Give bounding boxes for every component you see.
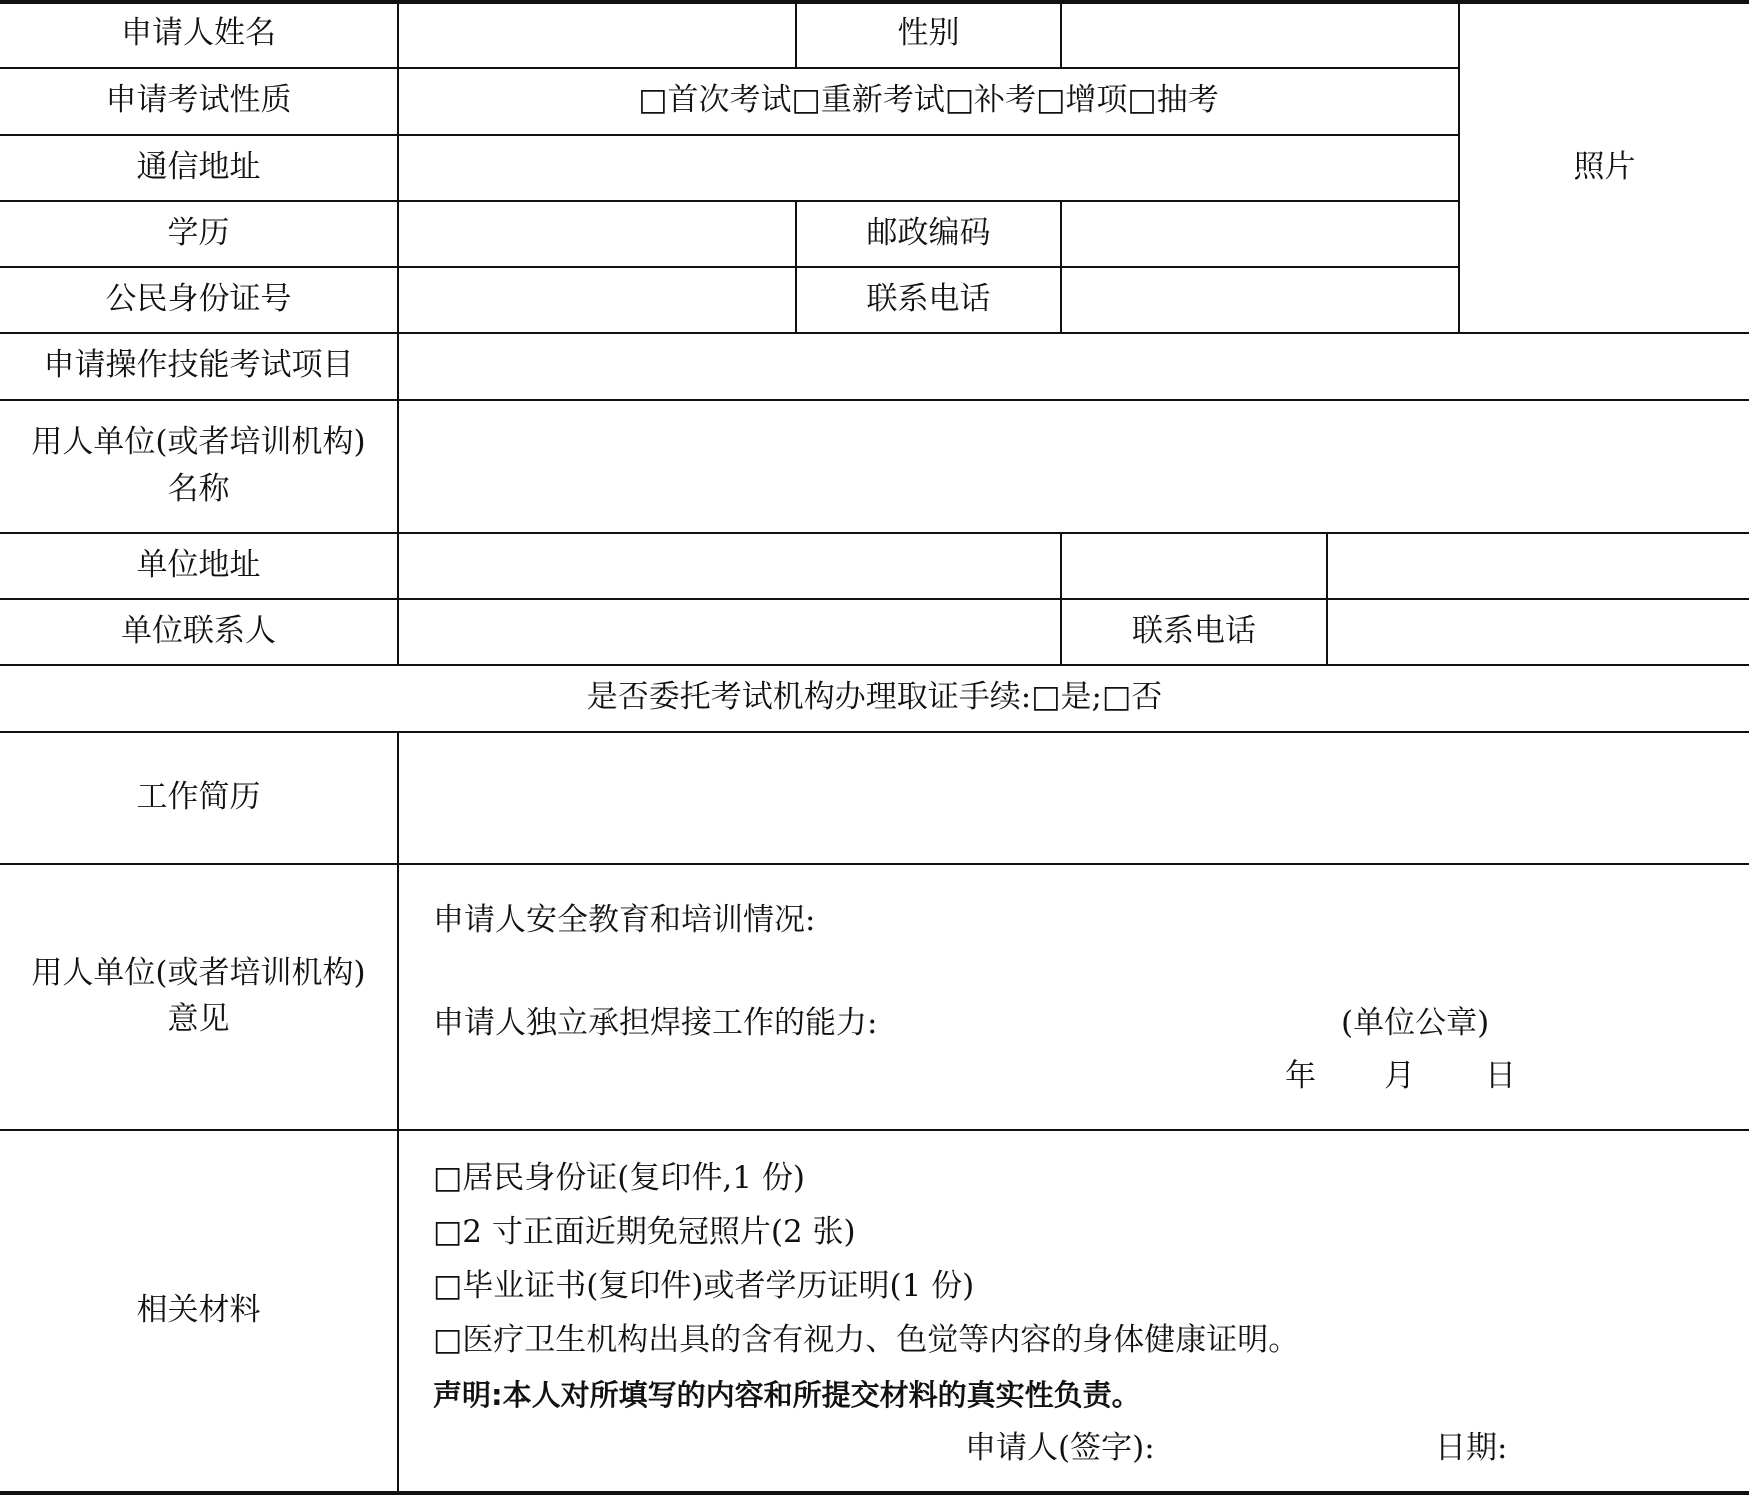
table-bottom-border [0, 1491, 1749, 1495]
education-label: 学历 [167, 214, 230, 251]
gender-label: 性别 [897, 15, 960, 52]
training-text: 申请人安全教育和培训情况: [433, 902, 816, 938]
delegate-question[interactable]: 是否委托考试机构办理取证手续:□是;□否 [586, 679, 1163, 716]
date-year: 年 [1285, 1058, 1316, 1094]
photo-label: 照片 [1573, 148, 1636, 185]
materials-label: 相关材料 [136, 1291, 261, 1328]
opinion-label-line2: 意见 [167, 1001, 230, 1037]
postcode-label: 邮政编码 [866, 214, 991, 251]
opinion-label [0, 863, 397, 1129]
declaration-text: 声明:本人对所填写的内容和所提交材料的真实性负责。 [433, 1378, 1141, 1412]
work-history-field[interactable] [399, 733, 1749, 863]
opinion-label-line1: 用人单位(或者培训机构) [31, 954, 366, 991]
id-number-label: 公民身份证号 [105, 280, 292, 317]
employer-address-blank-label [1062, 534, 1326, 598]
work-history-label: 工作简历 [136, 778, 261, 815]
material-item-health-cert[interactable]: □医疗卫生机构出具的含有视力、色觉等内容的身体健康证明。 [433, 1322, 1300, 1358]
employer-name-label-line1: 用人单位(或者培训机构) [31, 424, 366, 460]
employer-contact-field[interactable] [399, 600, 1060, 664]
employer-phone-field[interactable] [1328, 600, 1749, 664]
date-day: 日 [1485, 1058, 1516, 1094]
employer-name-field[interactable] [399, 401, 1749, 532]
postcode-field[interactable] [1062, 202, 1458, 266]
exam-type-options[interactable]: □首次考试□重新考试□补考□增项□抽考 [638, 82, 1219, 119]
employer-name-label-line2: 名称 [167, 470, 230, 507]
address-field[interactable] [399, 136, 1458, 200]
id-number-field[interactable] [399, 268, 795, 332]
employer-contact-label: 单位联系人 [121, 612, 276, 649]
seal-text: (单位公章) [1341, 1005, 1490, 1041]
employer-address-label: 单位地址 [136, 546, 261, 583]
employer-phone-label: 联系电话 [1132, 612, 1256, 649]
employer-address-extra-field[interactable] [1328, 534, 1749, 598]
skill-item-label: 申请操作技能考试项目 [43, 347, 354, 384]
address-label: 通信地址 [136, 148, 261, 185]
opinion-area[interactable] [399, 865, 1749, 1129]
employer-address-field[interactable] [399, 534, 1060, 598]
material-item-photo[interactable]: □2 寸正面近期免冠照片(2 张) [433, 1214, 856, 1250]
phone-field[interactable] [1062, 268, 1458, 332]
applicant-name-label: 申请人姓名 [121, 15, 276, 52]
photo-box [1460, 2, 1749, 332]
date-month: 月 [1384, 1058, 1415, 1094]
materials-area [399, 1131, 1749, 1491]
material-item-id-card[interactable]: □居民身份证(复印件,1 份) [433, 1160, 805, 1196]
ability-text: 申请人独立承担焊接工作的能力: [433, 1005, 878, 1041]
gender-field[interactable] [1062, 2, 1458, 67]
phone-label: 联系电话 [866, 280, 991, 317]
education-field[interactable] [399, 202, 795, 266]
exam-type-label: 申请考试性质 [105, 82, 292, 119]
applicant-name-field[interactable] [399, 2, 795, 67]
employer-name-label [0, 399, 397, 532]
applicant-signature-label: 申请人(签字): [965, 1430, 1155, 1466]
skill-item-field[interactable] [399, 334, 1749, 399]
material-item-diploma[interactable]: □毕业证书(复印件)或者学历证明(1 份) [433, 1268, 975, 1304]
signature-date-label: 日期: [1435, 1430, 1508, 1466]
